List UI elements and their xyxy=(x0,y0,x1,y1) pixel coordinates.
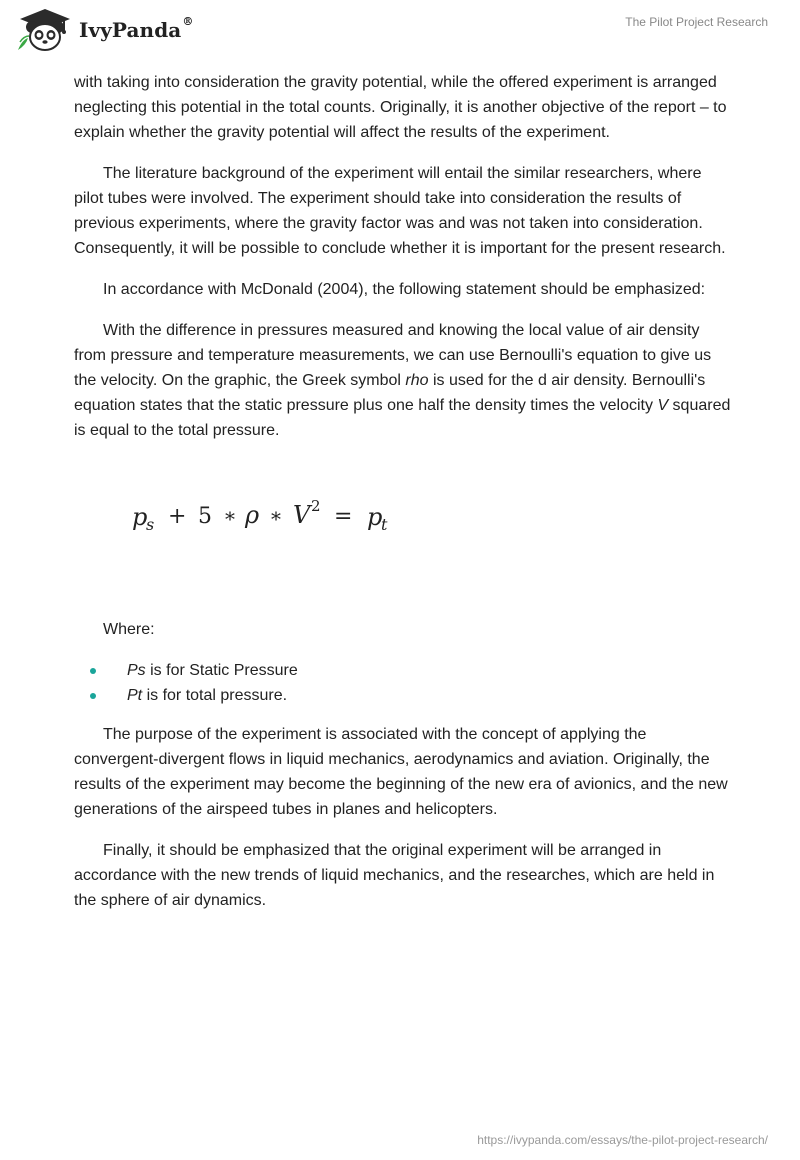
list-item: Pt is for total pressure. xyxy=(74,683,734,708)
formula-pt-sub: t xyxy=(381,515,388,534)
source-url[interactable]: https://ivypanda.com/essays/the-pilot-project-research/ xyxy=(477,1133,768,1147)
formula-ps-sub: s xyxy=(146,515,155,534)
formula-plus: + xyxy=(168,504,187,529)
formula-ps: p xyxy=(132,503,148,531)
formula-v: V xyxy=(293,501,311,529)
document-title: The Pilot Project Research xyxy=(625,15,768,29)
paragraph-6: Finally, it should be emphasized that the original experiment will be arranged in accordance with the new trends of liquid mechanics, and the researches, which are held in the sphere of air dynamics. xyxy=(74,842,715,909)
ivypanda-logo[interactable] xyxy=(16,8,193,52)
list-item: Ps is for Static Pressure xyxy=(74,658,734,683)
rho-term: rho xyxy=(405,372,429,389)
brand-name: IvyPanda® xyxy=(79,15,194,42)
formula-rho: ρ xyxy=(245,501,260,529)
paragraph-5: The purpose of the experiment is associated with the concept of applying the convergent-divergent flows in liquid mechanics, aerodynamics and aviation. Originally, the results of the experiment may become the beginning of the new era of avionics, and the new generations of the airspeed tubes in planes and helicopters. xyxy=(74,726,728,818)
definitions-list xyxy=(74,658,734,708)
formula-pt: p xyxy=(367,503,383,531)
velocity-term: V xyxy=(657,397,669,414)
essay-body xyxy=(74,70,734,929)
paragraph-1: with taking into consideration the gravity potential, while the offered experiment is arranged neglecting this potential in the total counts. Originally, it is another objective of the report – to explain whether the gravity potential will affect the results of the experiment. xyxy=(74,74,727,141)
quote-paragraph: With the difference in pressures measured and knowing the local value of air density from pressure and temperature measurements, we can use Bernoulli's equation to give us the velocity. On the graphic, the Greek symbol rho is used for the d air density. Bernoulli's equation states that the static pressure plus one half the density times the velocity V squared is equal to the total pressure. xyxy=(74,322,731,439)
formula-v-exponent: 2 xyxy=(311,497,321,515)
formula-equals: = xyxy=(334,504,353,529)
bernoulli-equation xyxy=(128,491,734,617)
formula-times-1: * xyxy=(225,507,235,531)
formula-coefficient: 5 xyxy=(198,504,212,529)
bullet-icon xyxy=(90,693,96,699)
paragraph-3: In accordance with McDonald (2004), the following statement should be emphasized: xyxy=(103,281,706,298)
formula-times-2: * xyxy=(271,507,281,531)
where-label: Where: xyxy=(103,621,155,638)
panda-graduate-icon xyxy=(16,8,74,52)
bullet-icon xyxy=(90,668,96,674)
page-header xyxy=(0,0,800,64)
paragraph-2: The literature background of the experiment will entail the similar researchers, where pilot tubes were involved. The experiment should take into consideration the results of previous experiments, where the gravity factor was and was not taken into consideration. Consequently, it will be possible to conclude whether it is important for the present research. xyxy=(74,165,726,257)
